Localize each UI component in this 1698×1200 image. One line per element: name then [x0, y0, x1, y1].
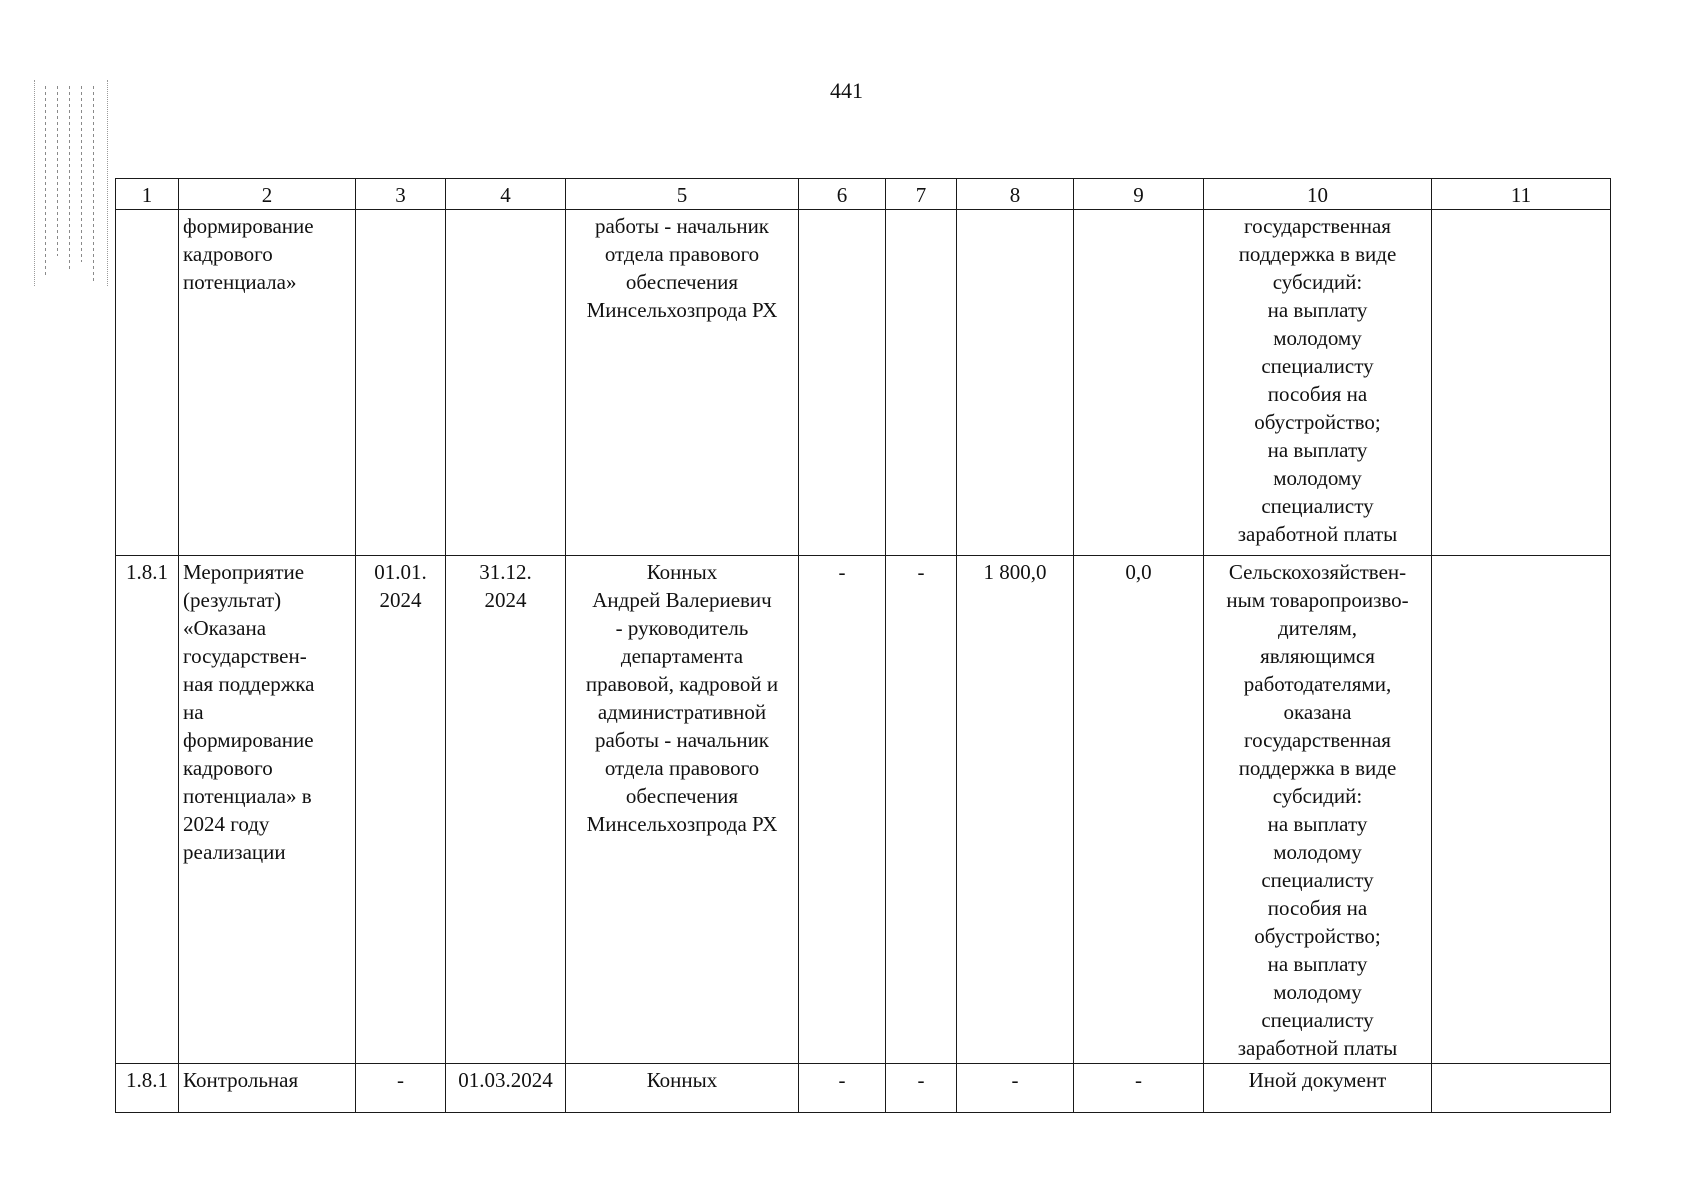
cell-number	[116, 210, 179, 556]
cell-start-date: 01.01. 2024	[356, 556, 446, 1064]
side-stamp	[34, 80, 108, 286]
table-header-row	[116, 179, 1611, 210]
cell-col9: 0,0	[1074, 556, 1204, 1064]
header-cell: 9	[1074, 179, 1204, 210]
header-cell: 5	[566, 179, 799, 210]
cell-responsible: работы - начальник отдела правового обеспечения Минсельхозпрода РХ	[566, 210, 799, 556]
header-cell: 6	[799, 179, 886, 210]
cell-end-date: 01.03.2024	[446, 1064, 566, 1113]
cell-name: Мероприятие (результат) «Оказана государствен- ная поддержка на формирование кадрового потенциала» в 2024 году реализации	[179, 556, 356, 1064]
cell-col7: -	[886, 1064, 957, 1113]
cell-col11	[1432, 1064, 1611, 1113]
table-row	[116, 1064, 1611, 1113]
cell-description: Иной документ	[1204, 1064, 1432, 1113]
cell-col9	[1074, 210, 1204, 556]
cell-col11	[1432, 210, 1611, 556]
cell-description: Сельскохозяйствен- ным товаропроизво- дителям, являющимся работодателями, оказана государственная поддержка в виде субсидий: на выплату молодому специалисту пособия на обустройство; на выплату молодому специалисту заработной платы	[1204, 556, 1432, 1064]
header-cell: 8	[957, 179, 1074, 210]
header-cell: 7	[886, 179, 957, 210]
cell-col9: -	[1074, 1064, 1204, 1113]
header-cell: 11	[1432, 179, 1611, 210]
cell-amount: 1 800,0	[957, 556, 1074, 1064]
cell-number: 1.8.1	[116, 556, 179, 1064]
cell-amount: -	[957, 1064, 1074, 1113]
cell-start-date	[356, 210, 446, 556]
table-row	[116, 210, 1611, 556]
cell-col6: -	[799, 1064, 886, 1113]
cell-col6	[799, 210, 886, 556]
cell-end-date	[446, 210, 566, 556]
cell-col7: -	[886, 556, 957, 1064]
cell-name: Контрольная	[179, 1064, 356, 1113]
cell-col6: -	[799, 556, 886, 1064]
cell-end-date: 31.12. 2024	[446, 556, 566, 1064]
header-cell: 2	[179, 179, 356, 210]
cell-col11	[1432, 556, 1611, 1064]
header-cell: 4	[446, 179, 566, 210]
cell-amount	[957, 210, 1074, 556]
cell-responsible: Конных Андрей Валериевич - руководитель департамента правовой, кадровой и административной работы - начальник отдела правового обеспечения Минсельхозпрода РХ	[566, 556, 799, 1064]
cell-number: 1.8.1	[116, 1064, 179, 1113]
cell-description: государственная поддержка в виде субсидий: на выплату молодому специалисту пособия на обустройство; на выплату молодому специалисту заработной платы	[1204, 210, 1432, 556]
cell-name: формирование кадрового потенциала»	[179, 210, 356, 556]
plan-table	[115, 178, 1611, 1113]
header-cell: 1	[116, 179, 179, 210]
table-row	[116, 556, 1611, 1064]
cell-col7	[886, 210, 957, 556]
header-cell: 3	[356, 179, 446, 210]
cell-responsible: Конных	[566, 1064, 799, 1113]
header-cell: 10	[1204, 179, 1432, 210]
cell-start-date: -	[356, 1064, 446, 1113]
page-number: 441	[830, 78, 863, 103]
